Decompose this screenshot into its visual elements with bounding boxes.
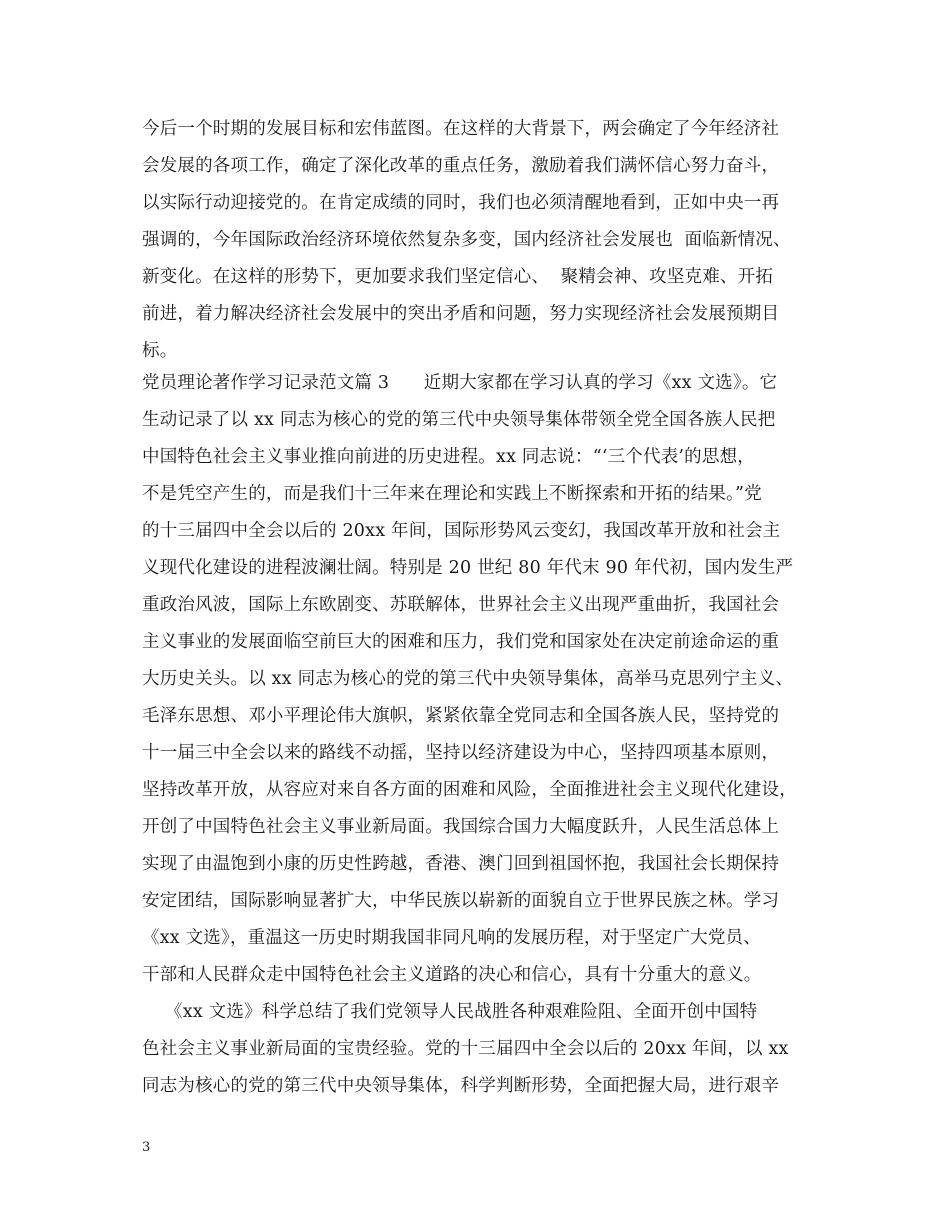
text-line: 义现代化建设的进程波澜壮阔。特别是 20 世纪 80 年代末 90 年代初，国内发生严 bbox=[142, 558, 794, 578]
text-line: 色社会主义事业新局面的宝贵经验。党的十三届四中全会以后的 20xx 年间，以 xx bbox=[142, 1039, 789, 1059]
text-line: 重政治风波，国际上东欧剧变、苏联解体，世界社会主义出现严重曲折，我国社会 bbox=[142, 595, 780, 615]
section-heading-line: 党员理论著作学习记录范文篇 3 近期大家都在学习认真的学习《xx 文选》。它 bbox=[142, 373, 778, 393]
text-line: 《xx 文选》科学总结了我们党领导人民战胜各种艰难险阻、全面开创中国特 bbox=[142, 1002, 758, 1022]
text-line: 会发展的各项工作，确定了深化改革的重点任务，激励着我们满怀信心努力奋斗， bbox=[142, 156, 780, 176]
text-line: 坚持改革开放，从容应对来自各方面的困难和风险，全面推进社会主义现代化建设， bbox=[142, 780, 797, 800]
text-line: 的十三届四中全会以后的 20xx 年间，国际形势风云变幻，我国改革开放和社会主 bbox=[142, 521, 781, 541]
text-line: 新变化。在这样的形势下，更加要求我们坚定信心、 聚精会神、攻坚克难、开拓 bbox=[142, 267, 774, 287]
text-line: 不是凭空产生的，而是我们十三年来在理论和实践上不断探索和开拓的结果。”党 bbox=[142, 484, 762, 504]
text-line: 大历史关头。以 xx 同志为核心的党的第三代中央领导集体，高举马克思列宁主义、 bbox=[142, 669, 794, 689]
text-line: 生动记录了以 xx 同志为核心的党的第三代中央领导集体带领全党全国各族人民把 bbox=[142, 410, 776, 430]
text-line: 开创了中国特色社会主义事业新局面。我国综合国力大幅度跃升，人民生活总体上 bbox=[142, 817, 780, 837]
text-line: 标。 bbox=[142, 341, 178, 361]
text-line: 以实际行动迎接党的。在肯定成绩的同时，我们也必须清醒地看到，正如中央一再 bbox=[142, 193, 780, 213]
text-line: 《xx 文选》，重温这一历史时期我国非同凡响的发展历程，对于坚定广大党员、 bbox=[142, 928, 761, 948]
text-line: 前进，着力解决经济社会发展中的突出矛盾和问题，努力实现经济社会发展预期目 bbox=[142, 304, 780, 324]
text-line: 主义事业的发展面临空前巨大的困难和压力，我们党和国家处在决定前途命运的重 bbox=[142, 632, 780, 652]
text-line: 干部和人民群众走中国特色社会主义道路的决心和信心，具有十分重大的意义。 bbox=[142, 965, 762, 985]
text-line: 实现了由温饱到小康的历史性跨越，香港、澳门回到祖国怀抱，我国社会长期保持 bbox=[142, 854, 780, 874]
text-line: 安定团结，国际影响显著扩大，中华民族以崭新的面貌自立于世界民族之林。学习 bbox=[142, 891, 780, 911]
page-number: 3 bbox=[142, 1140, 151, 1155]
text-line: 毛泽东思想、邓小平理论伟大旗帜，紧紧依靠全党同志和全国各族人民，坚持党的 bbox=[142, 706, 780, 726]
text-line: 十一届三中全会以来的路线不动摇，坚持以经济建设为中心，坚持四项基本原则， bbox=[142, 743, 780, 763]
text-line: 强调的，今年国际政治经济环境依然复杂多变，国内经济社会发展也 面临新情况、 bbox=[142, 230, 791, 250]
text-line: 同志为核心的党的第三代中央领导集体，科学判断形势，全面把握大局，进行艰辛 bbox=[142, 1076, 780, 1096]
text-line: 今后一个时期的发展目标和宏伟蓝图。在这样的大背景下，两会确定了今年经济社 bbox=[142, 119, 780, 139]
text-line: 中国特色社会主义事业推向前进的历史进程。xx 同志说：“‘三个代表’的思想， bbox=[142, 447, 755, 467]
